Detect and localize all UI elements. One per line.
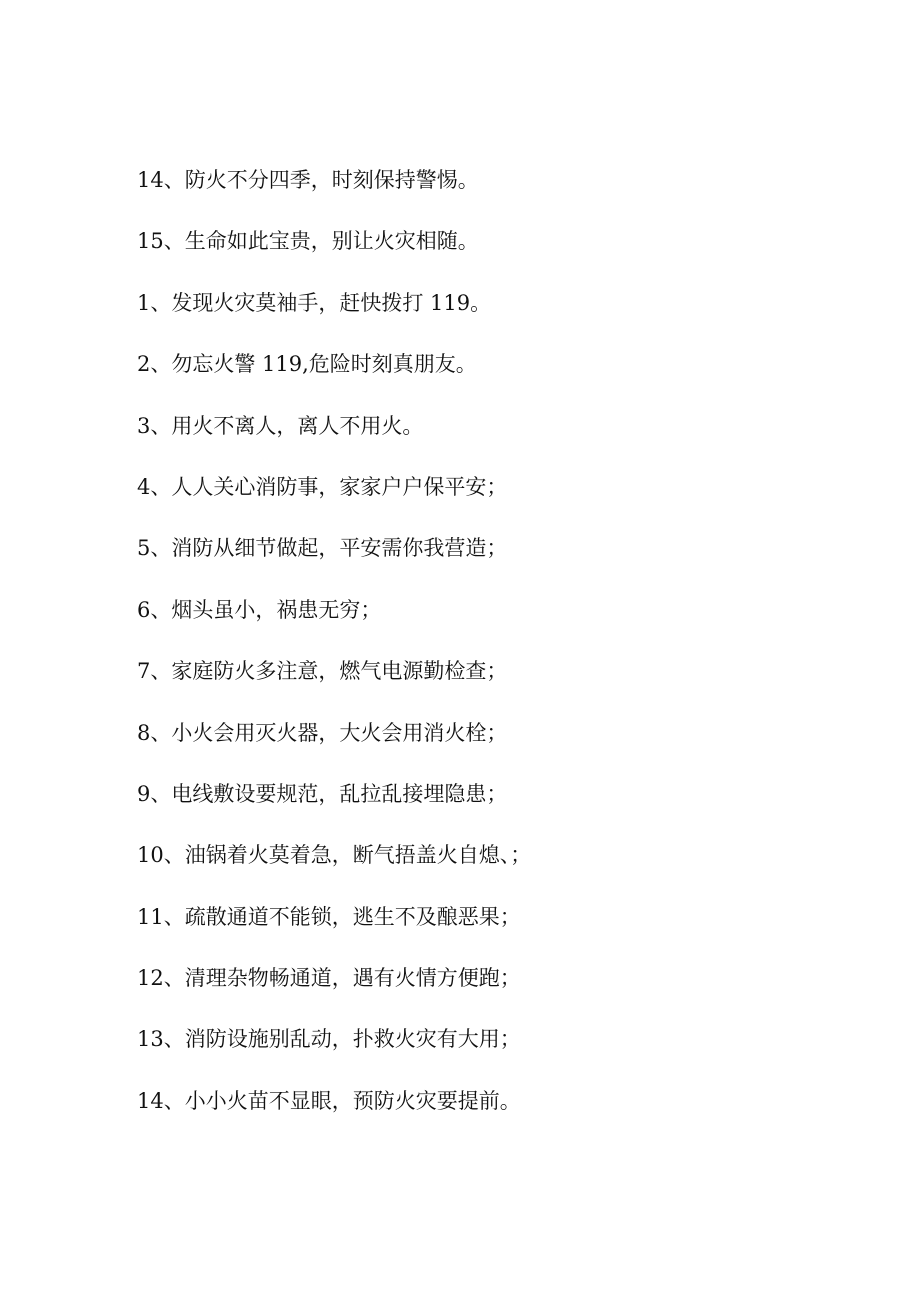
slogan-line: 14、防火不分四季，时刻保持警惕。	[137, 168, 479, 192]
slogan-list	[137, 163, 857, 1145]
slogan-line: 7、家庭防火多注意，燃气电源勤检查；	[137, 659, 508, 684]
slogan-line: 4、人人关心消防事，家家户户保平安；	[137, 474, 508, 499]
slogan-line: 8、小火会用灭火器，大火会用消火栓；	[137, 720, 508, 745]
slogan-line: 13、消防设施别乱动，扑救火灾有大用；	[137, 1027, 521, 1052]
slogan-line: 1、发现火灾莫袖手，赶快拨打 119。	[137, 290, 492, 315]
slogan-line: 14、小小火苗不显眼，预防火灾要提前。	[137, 1088, 521, 1113]
slogan-line: 6、烟头虽小，祸患无穷；	[137, 597, 382, 622]
slogan-line: 11、疏散通道不能锁，逃生不及酿恶果；	[137, 904, 521, 929]
slogan-line: 9、电线敷设要规范，乱拉乱接埋隐患；	[137, 781, 508, 806]
slogan-line: 3、用火不离人，离人不用火。	[137, 413, 424, 438]
slogan-line: 2、勿忘火警 119,危险时刻真朋友。	[137, 352, 477, 377]
slogan-line: 5、消防从细节做起，平安需你我营造；	[137, 536, 508, 561]
slogan-line: 15、生命如此宝贵，别让火灾相随。	[137, 229, 479, 254]
slogan-line: 10、油锅着火莫着急，断气捂盖火自熄、；	[137, 843, 532, 868]
slogan-line: 12、清理杂物畅通道，遇有火情方便跑；	[137, 966, 521, 991]
